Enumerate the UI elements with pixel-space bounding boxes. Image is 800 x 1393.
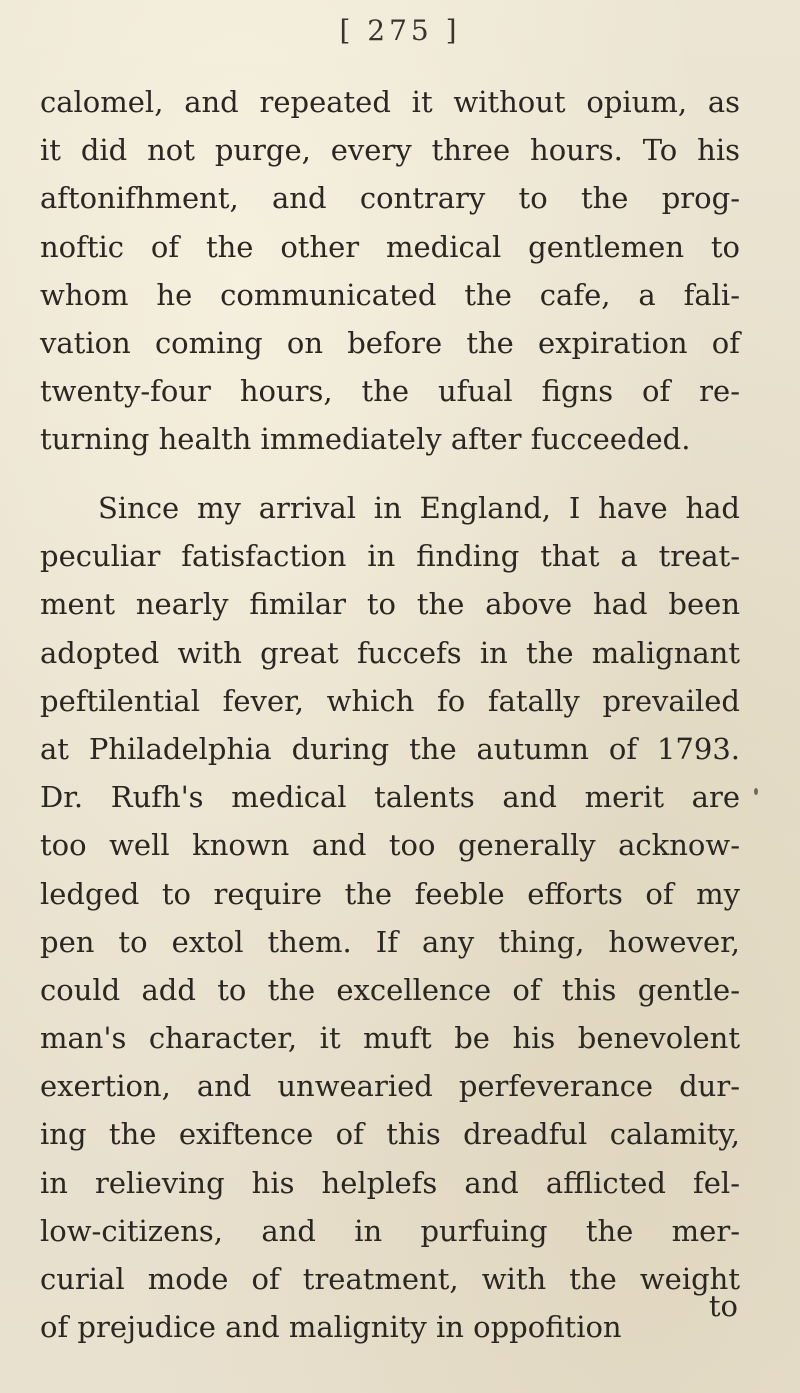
text-line: in relieving his helplefs and afflicted fel- — [40, 1165, 740, 1200]
text-line: vation coming on before the expiration of — [40, 325, 740, 360]
text-line: pen to extol them. If any thing, however, — [40, 924, 740, 959]
text-line: Since my arrival in England, I have had — [98, 491, 740, 525]
text-line: twenty-four hours, the ufual figns of re- — [40, 374, 740, 409]
text-line: at Philadelphia during the autumn of 1793. — [40, 731, 740, 766]
text-line: aftonifhment, and contrary to the prog- — [40, 181, 740, 216]
text-line: Dr. Rufh's medical talents and merit are — [40, 780, 740, 815]
catchword: to — [708, 1289, 738, 1323]
paragraph-2 — [40, 484, 740, 1351]
text-line: too well known and too generally acknow- — [40, 828, 740, 863]
text-line: whom he communicated the cafe, a fali- — [40, 277, 740, 312]
paragraph-1 — [40, 78, 740, 464]
page-number: [ 275 ] — [339, 14, 461, 47]
text-line: turning health immediately after fucceeded. — [40, 422, 691, 457]
text-line: peftilential fever, which fo fatally prevailed — [40, 683, 740, 718]
text-line: it did not purge, every three hours. To his — [40, 133, 740, 168]
text-line: curial mode of treatment, with the weight — [40, 1262, 740, 1296]
text-line: ment nearly fimilar to the above had been — [40, 587, 740, 622]
text-line: noftic of the other medical gentlemen to — [40, 229, 740, 264]
text-line: calomel, and repeated it without opium, as — [40, 85, 740, 119]
text-line: man's character, it muft be his benevolent — [40, 1021, 740, 1056]
ink-speck — [754, 788, 758, 795]
text-line: low-citizens, and in purfuing the mer- — [40, 1213, 740, 1248]
text-line: adopted with great fuccefs in the malignant — [40, 635, 740, 670]
text-line: exertion, and unwearied perfeverance dur- — [40, 1069, 740, 1104]
text-line: ing the exiftence of this dreadful calamity, — [40, 1117, 740, 1152]
text-line: could add to the excellence of this gentle- — [40, 972, 740, 1007]
text-line: ledged to require the feeble efforts of my — [40, 876, 740, 911]
text-line: peculiar fatisfaction in finding that a treat- — [40, 539, 740, 574]
text-line: of prejudice and malignity in oppofition — [40, 1310, 622, 1345]
